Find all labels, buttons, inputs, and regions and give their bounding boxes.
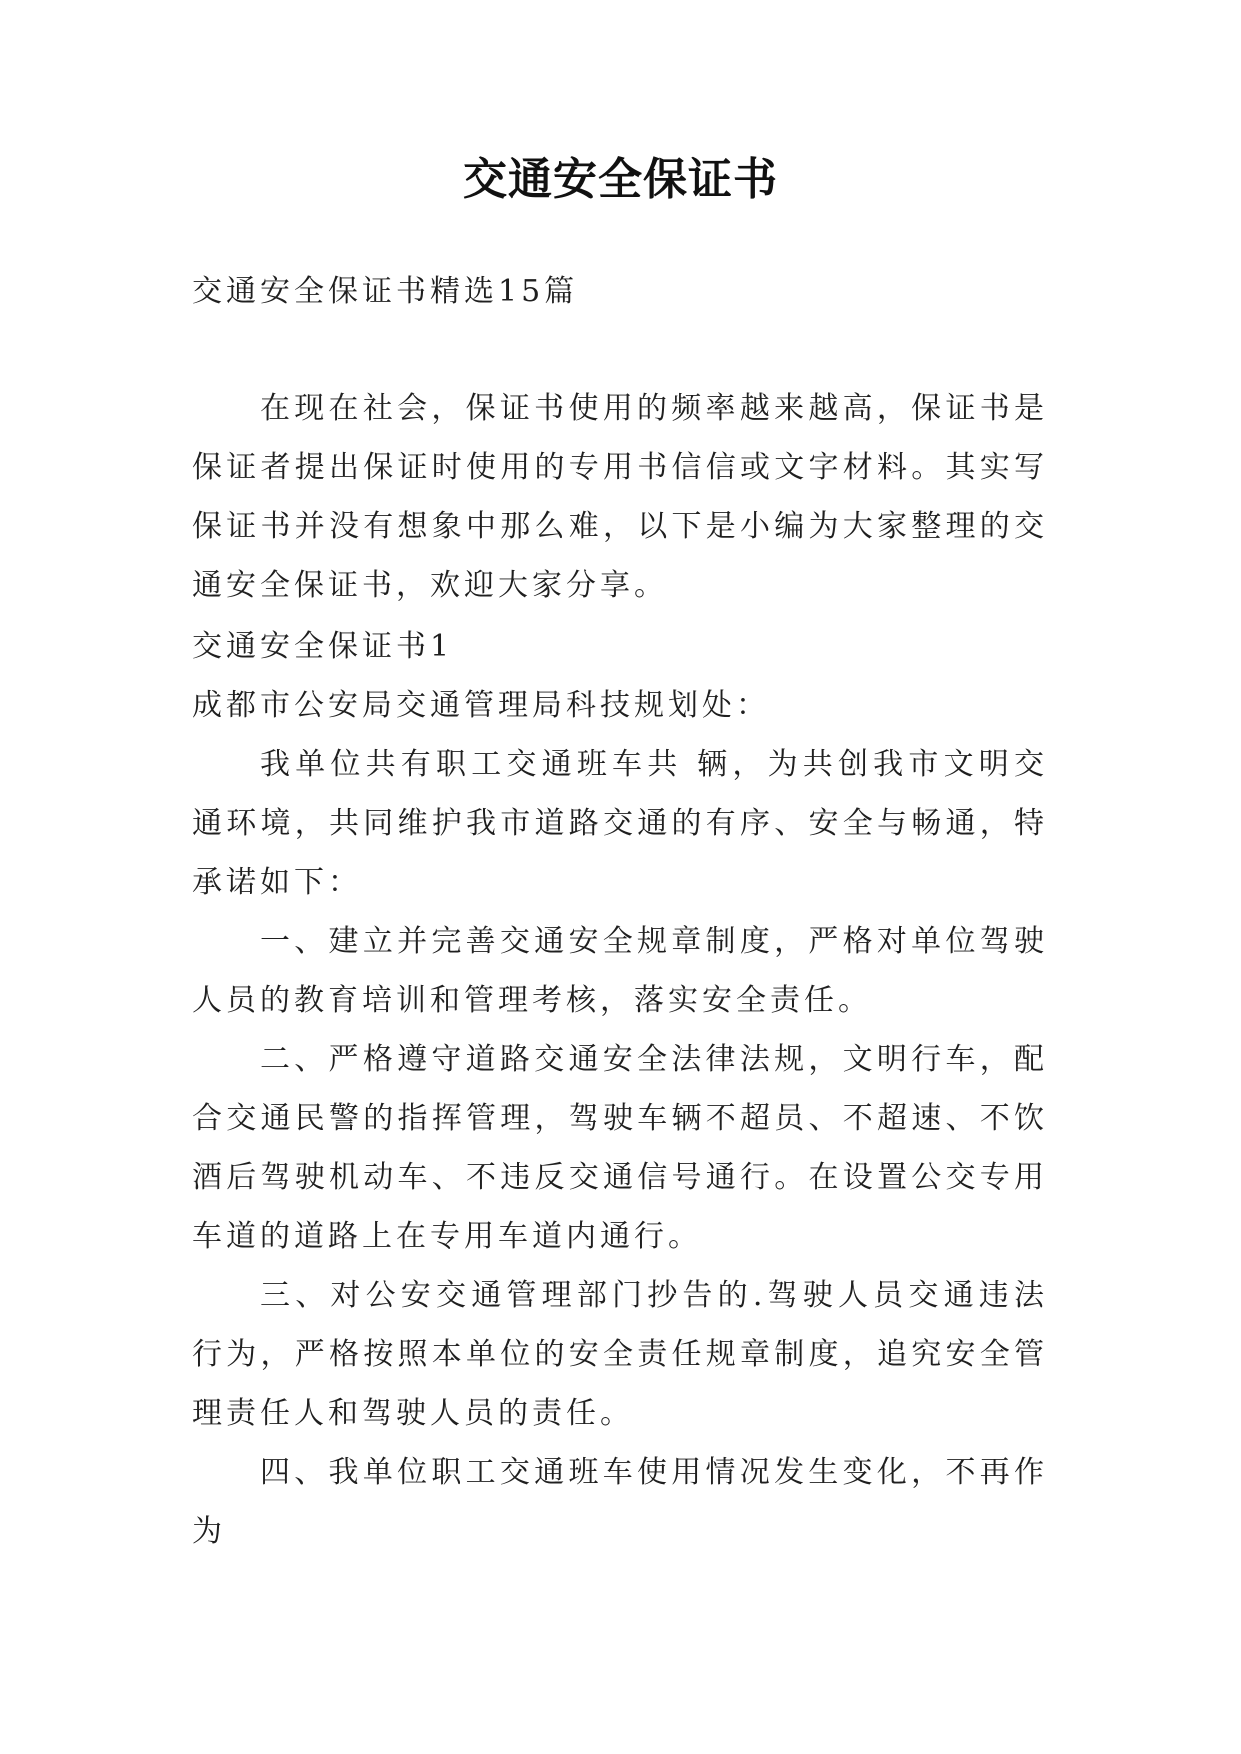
section-heading: 交通安全保证书1 (192, 629, 454, 664)
body-paragraph: 二、严格遵守道路交通安全法律法规，文明行车，配合交通民警的指挥管理，驾驶车辆不超员、不超速、不饮酒后驾驶机动车、不违反交通信号通行。在设置公交专用车道的道路上在专用车道内通行。 (192, 1042, 1048, 1254)
body-paragraph: 三、对公安交通管理部门抄告的.驾驶人员交通违法行为，严格按照本单位的安全责任规章制度，追究安全管理责任人和驾驶人员的责任。 (192, 1278, 1048, 1431)
intro-paragraph: 在现在社会，保证书使用的频率越来越高，保证书是保证者提出保证时使用的专用书信信或文字材料。其实写保证书并没有想象中那么难，以下是小编为大家整理的交通安全保证书，欢迎大家分享。 (192, 391, 1048, 603)
body-paragraph: 四、我单位职工交通班车使用情况发生变化，不再作为 (192, 1455, 1048, 1549)
body-paragraph: 我单位共有职工交通班车共 辆，为共创我市文明交通环境，共同维护我市道路交通的有序、安全与畅通，特承诺如下： (192, 747, 1048, 900)
addressee-line: 成都市公安局交通管理局科技规划处： (192, 688, 770, 723)
body-paragraph: 一、建立并完善交通安全规章制度，严格对单位驾驶人员的教育培训和管理考核，落实安全责任。 (192, 924, 1048, 1018)
page-title: 交通安全保证书 (463, 154, 778, 205)
document-subtitle: 交通安全保证书精选15篇 (192, 274, 579, 309)
